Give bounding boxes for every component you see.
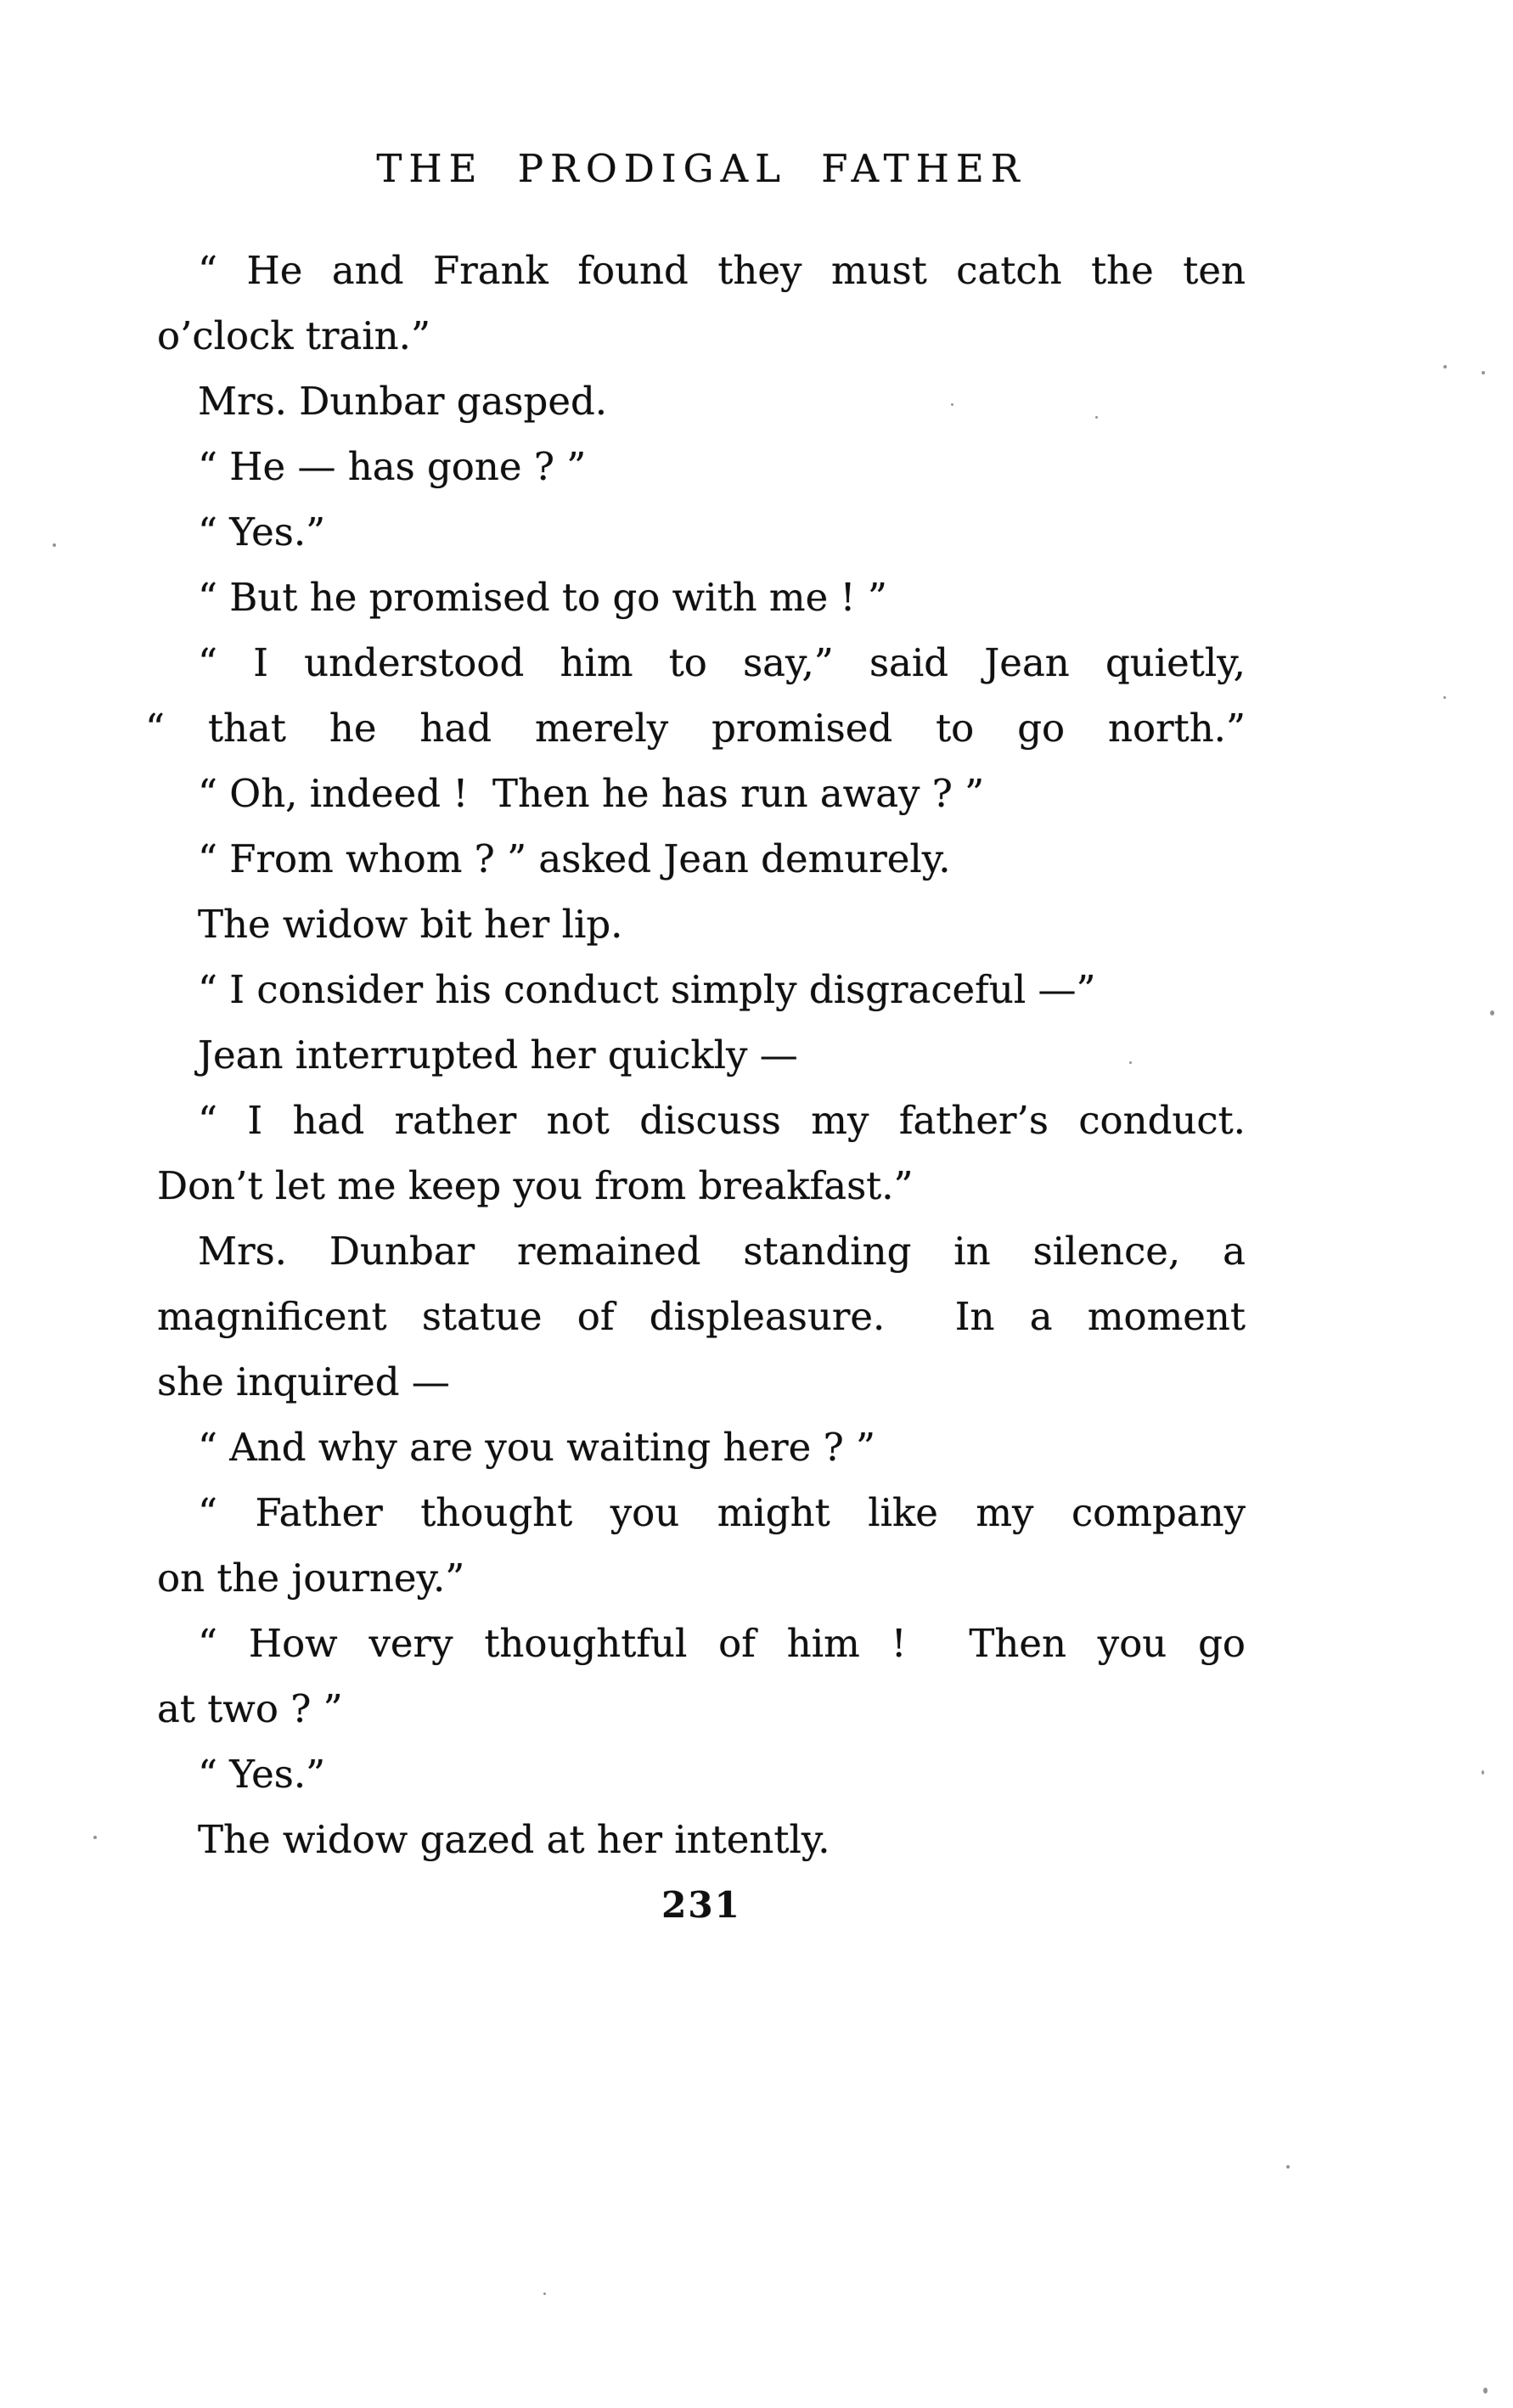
text-line: “ I consider his conduct simply disgraceful —” xyxy=(198,967,1096,1012)
text-line: “ And why are you waiting here ? ” xyxy=(198,1425,876,1470)
running-head: THE PRODIGAL FATHER xyxy=(376,146,1026,191)
text-line: “ I had rather not discuss my father’s conduct. xyxy=(198,1098,1246,1143)
text-line: “ that he had merely promised to go north.” xyxy=(145,706,1246,751)
text-line: at two ? ” xyxy=(157,1686,343,1731)
text-line: The widow bit her lip. xyxy=(198,902,623,947)
scan-speck xyxy=(1286,2165,1290,2169)
scan-speck xyxy=(1482,371,1485,374)
text-line: The widow gazed at her intently. xyxy=(198,1817,830,1862)
scan-speck xyxy=(1483,2388,1488,2394)
text-line: “ Yes.” xyxy=(198,1752,326,1797)
scan-speck xyxy=(1443,696,1446,699)
text-line: “ He and Frank found they must catch the ten xyxy=(198,248,1246,293)
text-line: Jean interrupted her quickly — xyxy=(198,1032,798,1077)
scan-speck xyxy=(53,543,56,547)
text-line: Don’t let me keep you from breakfast.” xyxy=(157,1163,914,1208)
text-line: “ Yes.” xyxy=(198,509,326,554)
text-line: magnificent statue of displeasure. In a moment xyxy=(157,1294,1246,1339)
scan-speck xyxy=(543,2293,546,2295)
text-line: “ How very thoughtful of him ! Then you go xyxy=(198,1621,1246,1666)
text-line: “ Oh, indeed ! Then he has run away ? ” xyxy=(198,771,985,816)
scan-speck xyxy=(1482,1770,1484,1775)
text-line: “ From whom ? ” asked Jean demurely. xyxy=(198,836,951,881)
body-text xyxy=(145,238,1246,1938)
scan-speck xyxy=(1443,365,1447,369)
page-number: 231 xyxy=(661,1884,741,1926)
text-line: on the journey.” xyxy=(157,1556,465,1601)
scan-speck xyxy=(1095,416,1098,419)
text-line: she inquired — xyxy=(157,1359,450,1404)
text-line: “ But he promised to go with me ! ” xyxy=(198,575,887,620)
text-line: Mrs. Dunbar remained standing in silence, a xyxy=(198,1229,1246,1274)
text-line: “ Father thought you might like my company xyxy=(198,1490,1246,1535)
scan-speck xyxy=(1490,1010,1494,1016)
text-line: “ I understood him to say,” said Jean quietly, xyxy=(198,640,1246,685)
text-line: “ He — has gone ? ” xyxy=(198,444,587,489)
text-line: Mrs. Dunbar gasped. xyxy=(198,379,608,424)
scan-speck xyxy=(951,403,953,406)
text-line: o’clock train.” xyxy=(157,313,430,358)
scan-speck xyxy=(1129,1061,1132,1064)
scan-speck xyxy=(93,1836,97,1839)
